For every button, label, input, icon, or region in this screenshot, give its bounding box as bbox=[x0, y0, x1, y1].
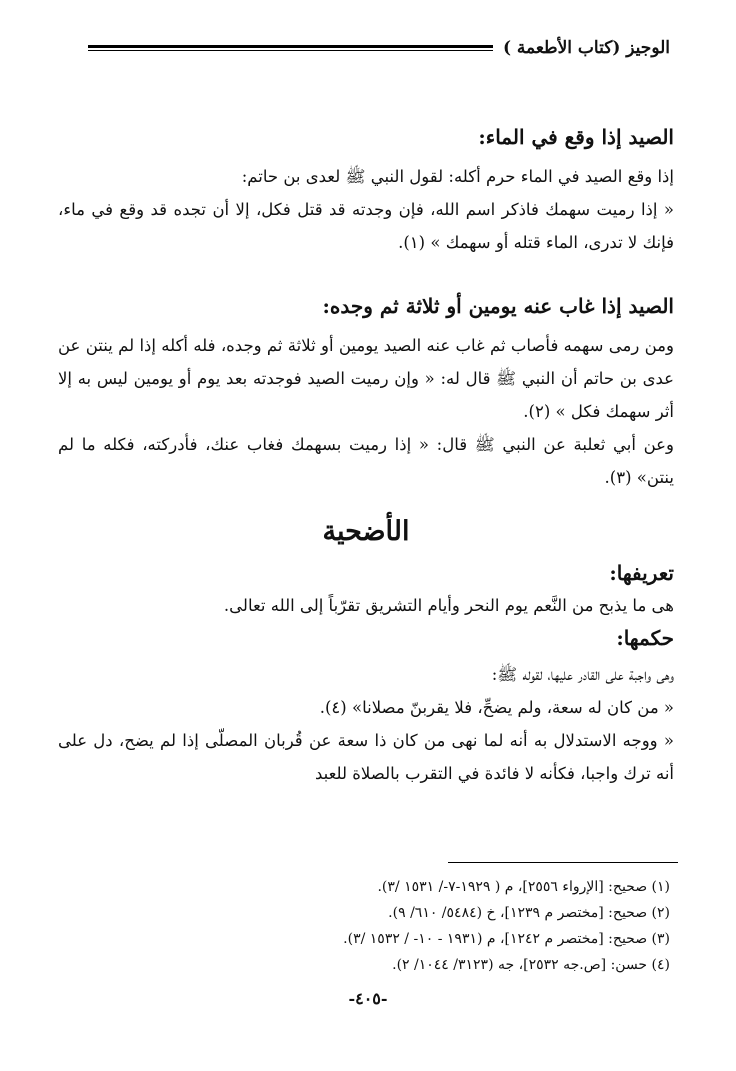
paragraph: وهى واجبة على القادر عليها، لقوله ﷺ: bbox=[491, 665, 674, 684]
footnote: (٢) صحيح: [مختصر م ١٢٣٩]، خ (٥٤٨٤/ ٦١٠/ ٩). bbox=[388, 905, 670, 921]
hadith-quote: « من كان له سعة، ولم يضحِّ، فلا يقربنّ مصلانا» (٤). bbox=[319, 698, 674, 717]
running-header-title: الوجيز (كتاب الأطعمة ) bbox=[502, 38, 670, 58]
ruling-heading: حكمها: bbox=[616, 626, 674, 650]
paragraph: « ووجه الاستدلال به أنه لما نهى من كان ذا سعة عن قُربان المصلّى إذا لم يضح، دل على أنه ترك واجبا، فكأنه لا فائدة في التقرب بالصلاة للعبد bbox=[58, 731, 674, 783]
header-double-rule bbox=[88, 45, 493, 51]
footnote-separator bbox=[448, 862, 678, 863]
footnote: (٣) صحيح: [مختصر م ١٢٤٢]، م (١٩٣١ - ١٠- / ١٥٣٢ /٣). bbox=[343, 931, 670, 947]
section-heading: الصيد إذا وقع في الماء: bbox=[478, 125, 674, 149]
definition-heading: تعريفها: bbox=[609, 561, 674, 585]
page-body bbox=[58, 120, 674, 790]
hadith-quote: « إذا رميت سهمك فاذكر اسم الله، فإن وجدته قد قتل فكل، إلا أن تجده قد وقع في ماء، فإنك لا تدرى، الماء قتله أو سهمك » (١). bbox=[58, 200, 674, 252]
chapter-title: الأضحية bbox=[322, 516, 410, 547]
section-heading: الصيد إذا غاب عنه يومين أو ثلاثة ثم وجده: bbox=[322, 294, 674, 318]
paragraph: وعن أبي ثعلبة عن النبي ﷺ قال: « إذا رميت بسهمك فغاب عنك، فأدركته، فكله ما لم ينتن» (٣). bbox=[58, 435, 674, 487]
footnote: (٤) حسن: [ص.جه ٢٥٣٢]، جه (٣١٢٣/ ١٠٤٤/ ٢). bbox=[392, 957, 670, 973]
definition-text: هى ما يذبح من النَّعم يوم النحر وأيام التشريق تقرّباً إلى الله تعالى. bbox=[223, 596, 674, 615]
page-number: -٤٠٥- bbox=[348, 989, 388, 1008]
paragraph: إذا وقع الصيد في الماء حرم أكله: لقول النبي ﷺ لعدى بن حاتم: bbox=[241, 167, 674, 186]
footnote: (١) صحيح: [الإرواء ٢٥٥٦]، م ( ١٩٢٩-٧-/ ١٥٣١ /٣). bbox=[377, 879, 670, 895]
running-header bbox=[88, 38, 670, 58]
paragraph: ومن رمى سهمه فأصاب ثم غاب عنه الصيد يومين أو ثلاثة ثم وجده، فله أكله إذا لم ينتن عن عدى بن حاتم أن النبي ﷺ قال له: « وإن رميت الصيد فوجدته بعد يوم أو يومين ليس به إلا أثر سهمك فكل » (٢). bbox=[58, 336, 674, 421]
footnotes bbox=[60, 874, 670, 978]
